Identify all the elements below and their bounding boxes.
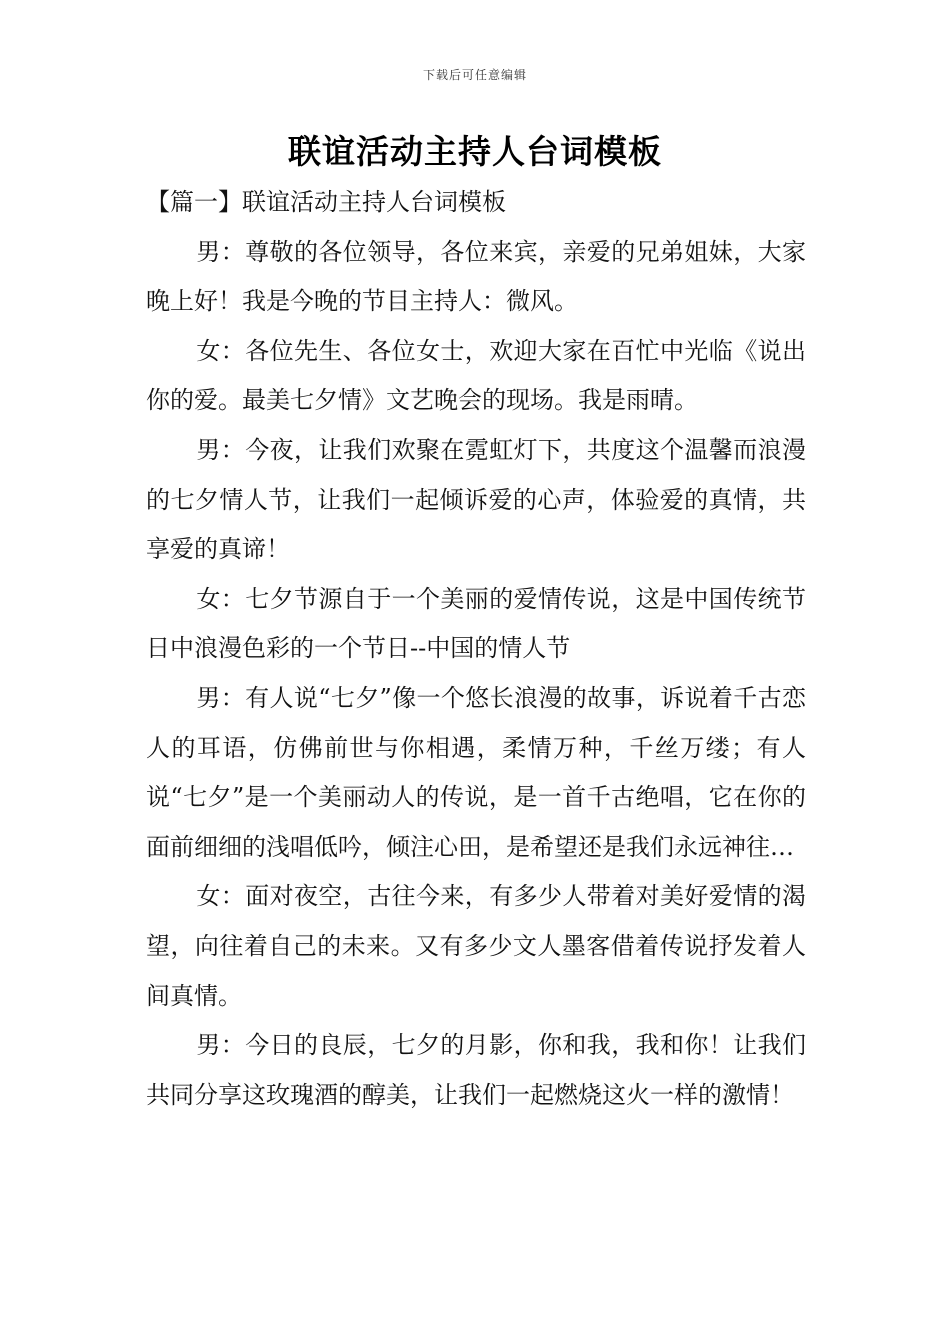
- document-body: [146, 178, 806, 1120]
- header-note: 下载后可任意编辑: [422, 68, 527, 82]
- paragraph: 女：各位先生、各位女士，欢迎大家在百忙中光临《说出你的爱。最美七夕情》文艺晚会的现场。我是雨晴。: [146, 336, 806, 415]
- paragraph: 女：面对夜空，古往今来，有多少人带着对美好爱情的渴望，向往着自己的未来。又有多少文人墨客借着传说抒发着人间真情。: [146, 882, 806, 1010]
- paragraph: 男：尊敬的各位领导，各位来宾，亲爱的兄弟姐妹，大家晚上好！我是今晚的节目主持人：微风。: [146, 237, 806, 316]
- paragraph: 女：七夕节源自于一个美丽的爱情传说，这是中国传统节日中浪漫色彩的一个节日--中国的情人节: [146, 584, 806, 663]
- document-title: 联谊活动主持人台词模板: [288, 132, 662, 171]
- paragraph: 男：今夜，让我们欢聚在霓虹灯下，共度这个温馨而浪漫的七夕情人节，让我们一起倾诉爱的心声，体验爱的真情，共享爱的真谛！: [146, 435, 806, 564]
- paragraph: 男：今日的良辰，七夕的月影，你和我，我和你！让我们共同分享这玫瑰酒的醇美，让我们一起燃烧这火一样的激情！: [146, 1031, 806, 1109]
- paragraph: 男：有人说“七夕”像一个悠长浪漫的故事，诉说着千古恋人的耳语，仿佛前世与你相遇，柔情万种，千丝万缕；有人说“七夕”是一个美丽动人的传说，是一首千古绝唱，它在你的面前细细的浅唱低吟，倾注心田，是希望还是我们永远神往…: [146, 683, 806, 861]
- section-heading: 【篇一】联谊活动主持人台词模板: [146, 188, 506, 216]
